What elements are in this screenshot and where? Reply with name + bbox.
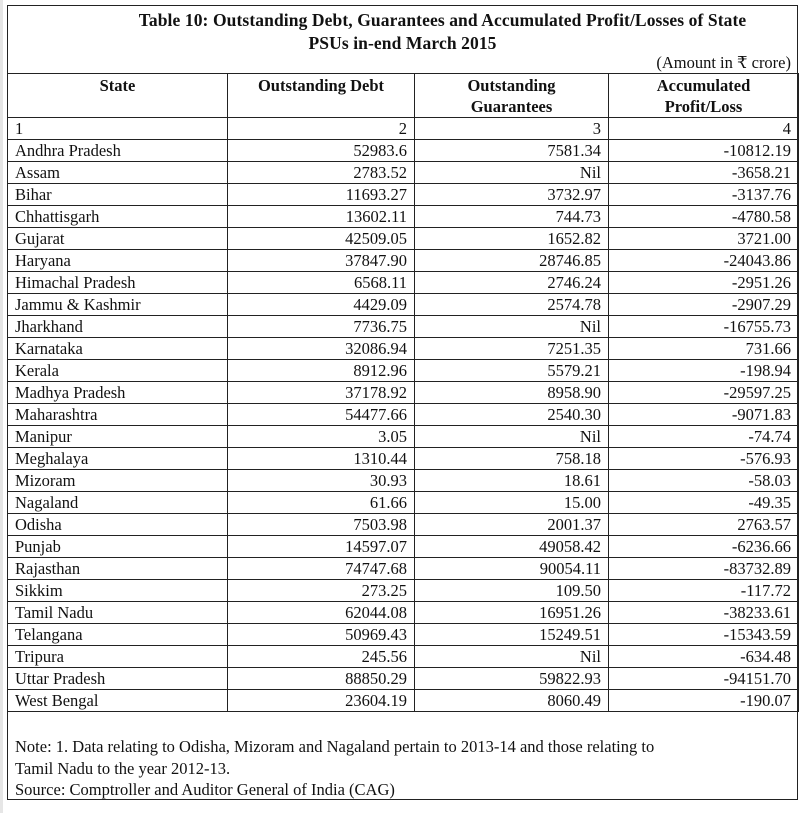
debt-cell: 6568.11 (228, 272, 415, 294)
profit-loss-cell: -634.48 (609, 646, 799, 668)
state-cell: Telangana (8, 624, 228, 646)
column-number-1: 1 (8, 118, 228, 140)
column-number-3: 3 (415, 118, 609, 140)
debt-cell: 14597.07 (228, 536, 415, 558)
debt-cell: 4429.09 (228, 294, 415, 316)
table-row (8, 668, 799, 690)
table-frame (7, 5, 798, 800)
profit-loss-cell: -29597.25 (609, 382, 799, 404)
debt-cell: 37847.90 (228, 250, 415, 272)
header-accumulated-profit-loss (609, 74, 799, 118)
profit-loss-cell: -16755.73 (609, 316, 799, 338)
header-debt-line: Outstanding Debt (257, 76, 385, 95)
column-number-2: 2 (228, 118, 415, 140)
debt-cell: 273.25 (228, 580, 415, 602)
unit-note: (Amount in ₹ crore) (656, 53, 791, 72)
debt-cell: 7503.98 (228, 514, 415, 536)
profit-loss-cell: -24043.86 (609, 250, 799, 272)
table-row (8, 184, 799, 206)
debt-cell: 32086.94 (228, 338, 415, 360)
table-title-line-2: PSUs in-end March 2015 (308, 33, 497, 53)
source-line: Source: Comptroller and Auditor General of India (CAG) (15, 780, 395, 799)
header-state-line: State (99, 76, 136, 95)
header-state (8, 74, 228, 118)
table-row (8, 272, 799, 294)
state-cell: Nagaland (8, 492, 228, 514)
debt-cell: 42509.05 (228, 228, 415, 250)
guarantees-cell: Nil (415, 162, 609, 184)
table-row (8, 514, 799, 536)
guarantees-cell: 90054.11 (415, 558, 609, 580)
guarantees-cell: 59822.93 (415, 668, 609, 690)
table-body (8, 140, 799, 712)
state-cell: Uttar Pradesh (8, 668, 228, 690)
state-cell: Odisha (8, 514, 228, 536)
table-title-line-1: Table 10: Outstanding Debt, Guarantees and Accumulated Profit/Losses of State (138, 10, 747, 30)
debt-cell: 61.66 (228, 492, 415, 514)
debt-cell: 52983.6 (228, 140, 415, 162)
guarantees-cell: 8958.90 (415, 382, 609, 404)
guarantees-cell: 109.50 (415, 580, 609, 602)
table-row (8, 536, 799, 558)
table-row (8, 602, 799, 624)
table-row (8, 404, 799, 426)
state-cell: Manipur (8, 426, 228, 448)
table-row (8, 140, 799, 162)
table-row (8, 470, 799, 492)
profit-loss-cell: -198.94 (609, 360, 799, 382)
profit-loss-cell: -9071.83 (609, 404, 799, 426)
state-cell: Jammu & Kashmir (8, 294, 228, 316)
header-guarantees-line-1: Outstanding (467, 76, 556, 95)
header-profit-line-1: Accumulated (656, 76, 751, 95)
debt-cell: 88850.29 (228, 668, 415, 690)
debt-cell: 13602.11 (228, 206, 415, 228)
state-cell: Sikkim (8, 580, 228, 602)
state-cell: Maharashtra (8, 404, 228, 426)
debt-cell: 245.56 (228, 646, 415, 668)
guarantees-cell: 15249.51 (415, 624, 609, 646)
state-cell: Tamil Nadu (8, 602, 228, 624)
table-row (8, 162, 799, 184)
profit-loss-cell: -38233.61 (609, 602, 799, 624)
column-number-row (8, 118, 799, 140)
state-cell: Haryana (8, 250, 228, 272)
state-cell: Punjab (8, 536, 228, 558)
profit-loss-cell: -2951.26 (609, 272, 799, 294)
state-cell: Andhra Pradesh (8, 140, 228, 162)
note-line-1: Note: 1. Data relating to Odisha, Mizoram and Nagaland pertain to 2013-14 and those relating to (15, 737, 655, 756)
state-cell: Assam (8, 162, 228, 184)
table-row (8, 316, 799, 338)
profit-loss-cell: -94151.70 (609, 668, 799, 690)
profit-loss-cell: -6236.66 (609, 536, 799, 558)
guarantees-cell: 758.18 (415, 448, 609, 470)
table-row (8, 250, 799, 272)
debt-cell: 2783.52 (228, 162, 415, 184)
debt-cell: 11693.27 (228, 184, 415, 206)
debt-cell: 1310.44 (228, 448, 415, 470)
table-row (8, 360, 799, 382)
guarantees-cell: 7251.35 (415, 338, 609, 360)
profit-loss-cell: -83732.89 (609, 558, 799, 580)
state-cell: Karnataka (8, 338, 228, 360)
guarantees-cell: 7581.34 (415, 140, 609, 162)
table-row (8, 492, 799, 514)
table-row (8, 448, 799, 470)
profit-loss-cell: -15343.59 (609, 624, 799, 646)
page-edge (0, 0, 3, 813)
state-cell: West Bengal (8, 690, 228, 712)
debt-cell: 7736.75 (228, 316, 415, 338)
title-block (8, 6, 797, 74)
guarantees-cell: 28746.85 (415, 250, 609, 272)
state-cell: Bihar (8, 184, 228, 206)
debt-cell: 50969.43 (228, 624, 415, 646)
table-row (8, 646, 799, 668)
profit-loss-cell: -3137.76 (609, 184, 799, 206)
state-cell: Rajasthan (8, 558, 228, 580)
debt-cell: 62044.08 (228, 602, 415, 624)
profit-loss-cell: -10812.19 (609, 140, 799, 162)
profit-loss-cell: 3721.00 (609, 228, 799, 250)
table-row (8, 580, 799, 602)
table-row (8, 426, 799, 448)
guarantees-cell: 2574.78 (415, 294, 609, 316)
state-cell: Gujarat (8, 228, 228, 250)
notes-block (8, 736, 797, 801)
state-cell: Tripura (8, 646, 228, 668)
debt-cell: 3.05 (228, 426, 415, 448)
table-row (8, 294, 799, 316)
debt-cell: 54477.66 (228, 404, 415, 426)
state-cell: Chhattisgarh (8, 206, 228, 228)
debt-cell: 8912.96 (228, 360, 415, 382)
debt-cell: 37178.92 (228, 382, 415, 404)
debt-cell: 30.93 (228, 470, 415, 492)
table-row (8, 206, 799, 228)
header-outstanding-debt (228, 74, 415, 118)
column-number-4: 4 (609, 118, 799, 140)
header-profit-line-2: Profit/Loss (664, 97, 743, 116)
guarantees-cell: 744.73 (415, 206, 609, 228)
guarantees-cell: Nil (415, 646, 609, 668)
guarantees-cell: 2746.24 (415, 272, 609, 294)
table-row (8, 338, 799, 360)
profit-loss-cell: -190.07 (609, 690, 799, 712)
profit-loss-cell: 2763.57 (609, 514, 799, 536)
state-cell: Jharkhand (8, 316, 228, 338)
table-row (8, 558, 799, 580)
profit-loss-cell: -4780.58 (609, 206, 799, 228)
header-guarantees-line-2: Guarantees (470, 97, 553, 116)
guarantees-cell: 49058.42 (415, 536, 609, 558)
state-cell: Himachal Pradesh (8, 272, 228, 294)
profit-loss-cell: -74.74 (609, 426, 799, 448)
state-cell: Madhya Pradesh (8, 382, 228, 404)
header-row (8, 74, 799, 118)
header-outstanding-guarantees (415, 74, 609, 118)
profit-loss-cell: 731.66 (609, 338, 799, 360)
state-cell: Mizoram (8, 470, 228, 492)
profit-loss-cell: -2907.29 (609, 294, 799, 316)
guarantees-cell: 3732.97 (415, 184, 609, 206)
guarantees-cell: 15.00 (415, 492, 609, 514)
guarantees-cell: 16951.26 (415, 602, 609, 624)
guarantees-cell: 1652.82 (415, 228, 609, 250)
guarantees-cell: Nil (415, 426, 609, 448)
profit-loss-cell: -3658.21 (609, 162, 799, 184)
table-row (8, 228, 799, 250)
table-row (8, 382, 799, 404)
debt-cell: 74747.68 (228, 558, 415, 580)
state-cell: Kerala (8, 360, 228, 382)
table-row (8, 690, 799, 712)
guarantees-cell: 2001.37 (415, 514, 609, 536)
profit-loss-cell: -58.03 (609, 470, 799, 492)
guarantees-cell: 5579.21 (415, 360, 609, 382)
table-row (8, 624, 799, 646)
guarantees-cell: 8060.49 (415, 690, 609, 712)
debt-cell: 23604.19 (228, 690, 415, 712)
profit-loss-cell: -49.35 (609, 492, 799, 514)
debt-table (7, 73, 799, 712)
state-cell: Meghalaya (8, 448, 228, 470)
guarantees-cell: Nil (415, 316, 609, 338)
profit-loss-cell: -117.72 (609, 580, 799, 602)
guarantees-cell: 18.61 (415, 470, 609, 492)
profit-loss-cell: -576.93 (609, 448, 799, 470)
note-line-2: Tamil Nadu to the year 2012-13. (15, 758, 231, 778)
guarantees-cell: 2540.30 (415, 404, 609, 426)
